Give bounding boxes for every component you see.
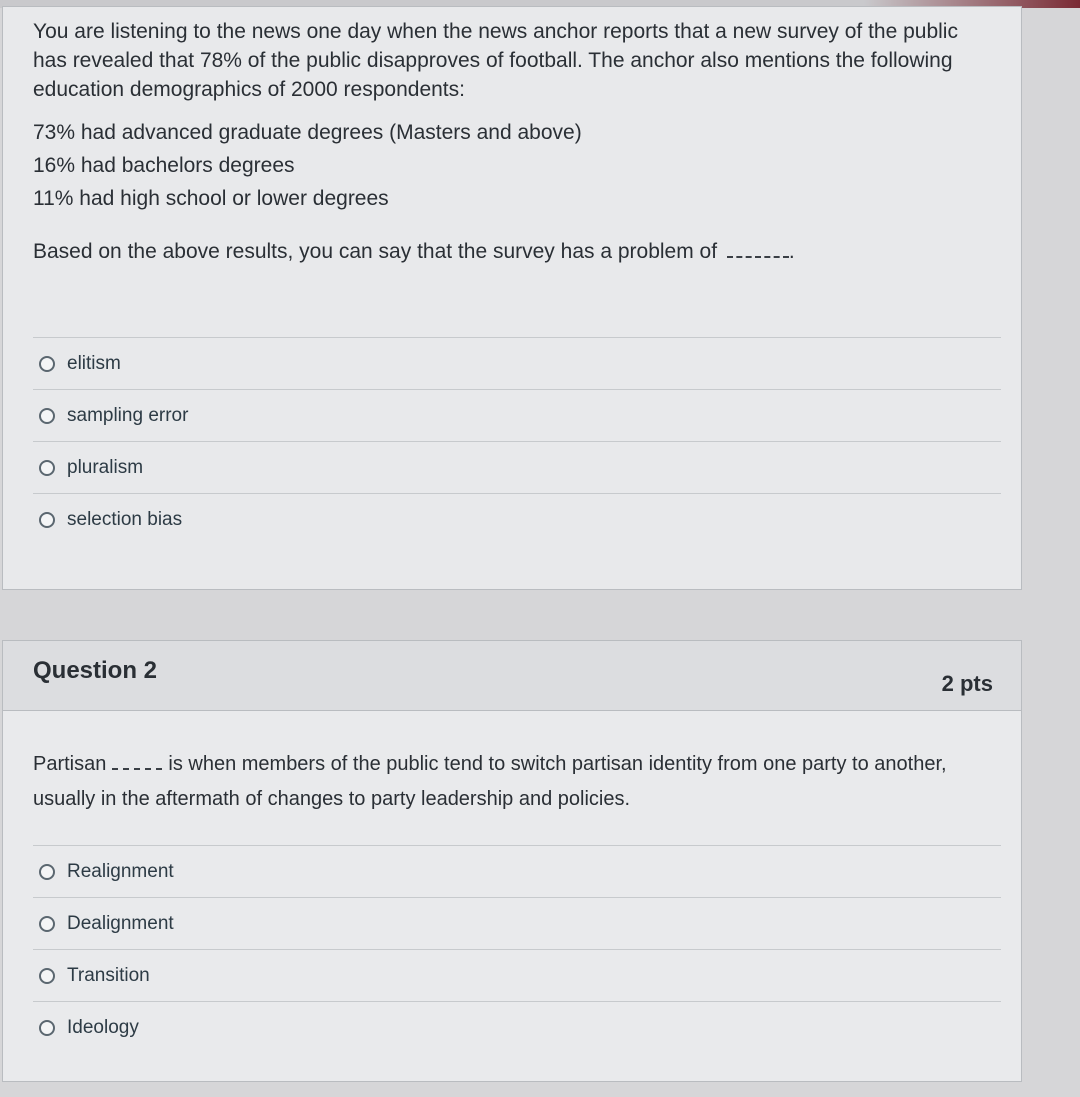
answer-option[interactable] (33, 897, 1001, 949)
answer-option[interactable] (33, 1001, 1001, 1053)
prompt-prefix: Based on the above results, you can say that the survey has a problem of (33, 240, 718, 263)
radio-button-icon[interactable] (39, 460, 55, 476)
stem-suffix: is when members of the public tend to switch partisan identity from one party to another, usually in the aftermath of changes to party leadership and policies. (33, 753, 947, 810)
answer-label: elitism (67, 352, 121, 374)
radio-button-icon[interactable] (39, 512, 55, 528)
answer-label: Ideology (67, 1016, 139, 1038)
question-2-header (3, 641, 1021, 711)
answer-option[interactable] (33, 337, 1001, 389)
fill-in-blank (112, 758, 162, 770)
answer-label: selection bias (67, 508, 183, 530)
points-label: 2 pts (941, 671, 993, 696)
demographic-line: 16% had bachelors degrees (33, 154, 295, 177)
radio-button-icon[interactable] (39, 1020, 55, 1036)
question-2-card (2, 640, 1022, 1082)
demographic-line: 73% had advanced graduate degrees (Masters and above) (33, 121, 582, 144)
fill-in-blank (727, 246, 789, 258)
answer-option[interactable] (33, 493, 1001, 545)
question-1-answers (33, 337, 1001, 545)
answer-option[interactable] (33, 441, 1001, 493)
stem-prefix: Partisan (33, 753, 107, 775)
answer-label: Dealignment (67, 912, 174, 934)
question-title: Question 2 (33, 657, 158, 684)
answer-option[interactable] (33, 949, 1001, 1001)
answer-label: Realignment (67, 860, 174, 882)
prompt-suffix: . (788, 240, 795, 263)
question-1-text (33, 17, 993, 278)
answer-label: Transition (67, 964, 150, 986)
radio-button-icon[interactable] (39, 408, 55, 424)
question-1-prompt (33, 237, 993, 266)
radio-button-icon[interactable] (39, 864, 55, 880)
question-1-card (2, 6, 1022, 590)
answer-option[interactable] (33, 845, 1001, 897)
answer-option[interactable] (33, 389, 1001, 441)
question-2-stem (33, 747, 993, 817)
radio-button-icon[interactable] (39, 968, 55, 984)
question-1-stem: You are listening to the news one day when the news anchor reports that a new survey of the public has revealed that 78% of the public disapproves of football. The anchor also mentions the following education demographics of 2000 respondents: (33, 20, 958, 101)
answer-label: pluralism (67, 456, 144, 478)
radio-button-icon[interactable] (39, 916, 55, 932)
answer-label: sampling error (67, 404, 189, 426)
question-2-answers (33, 845, 1001, 1053)
demographic-line: 11% had high school or lower degrees (33, 187, 389, 210)
radio-button-icon[interactable] (39, 356, 55, 372)
